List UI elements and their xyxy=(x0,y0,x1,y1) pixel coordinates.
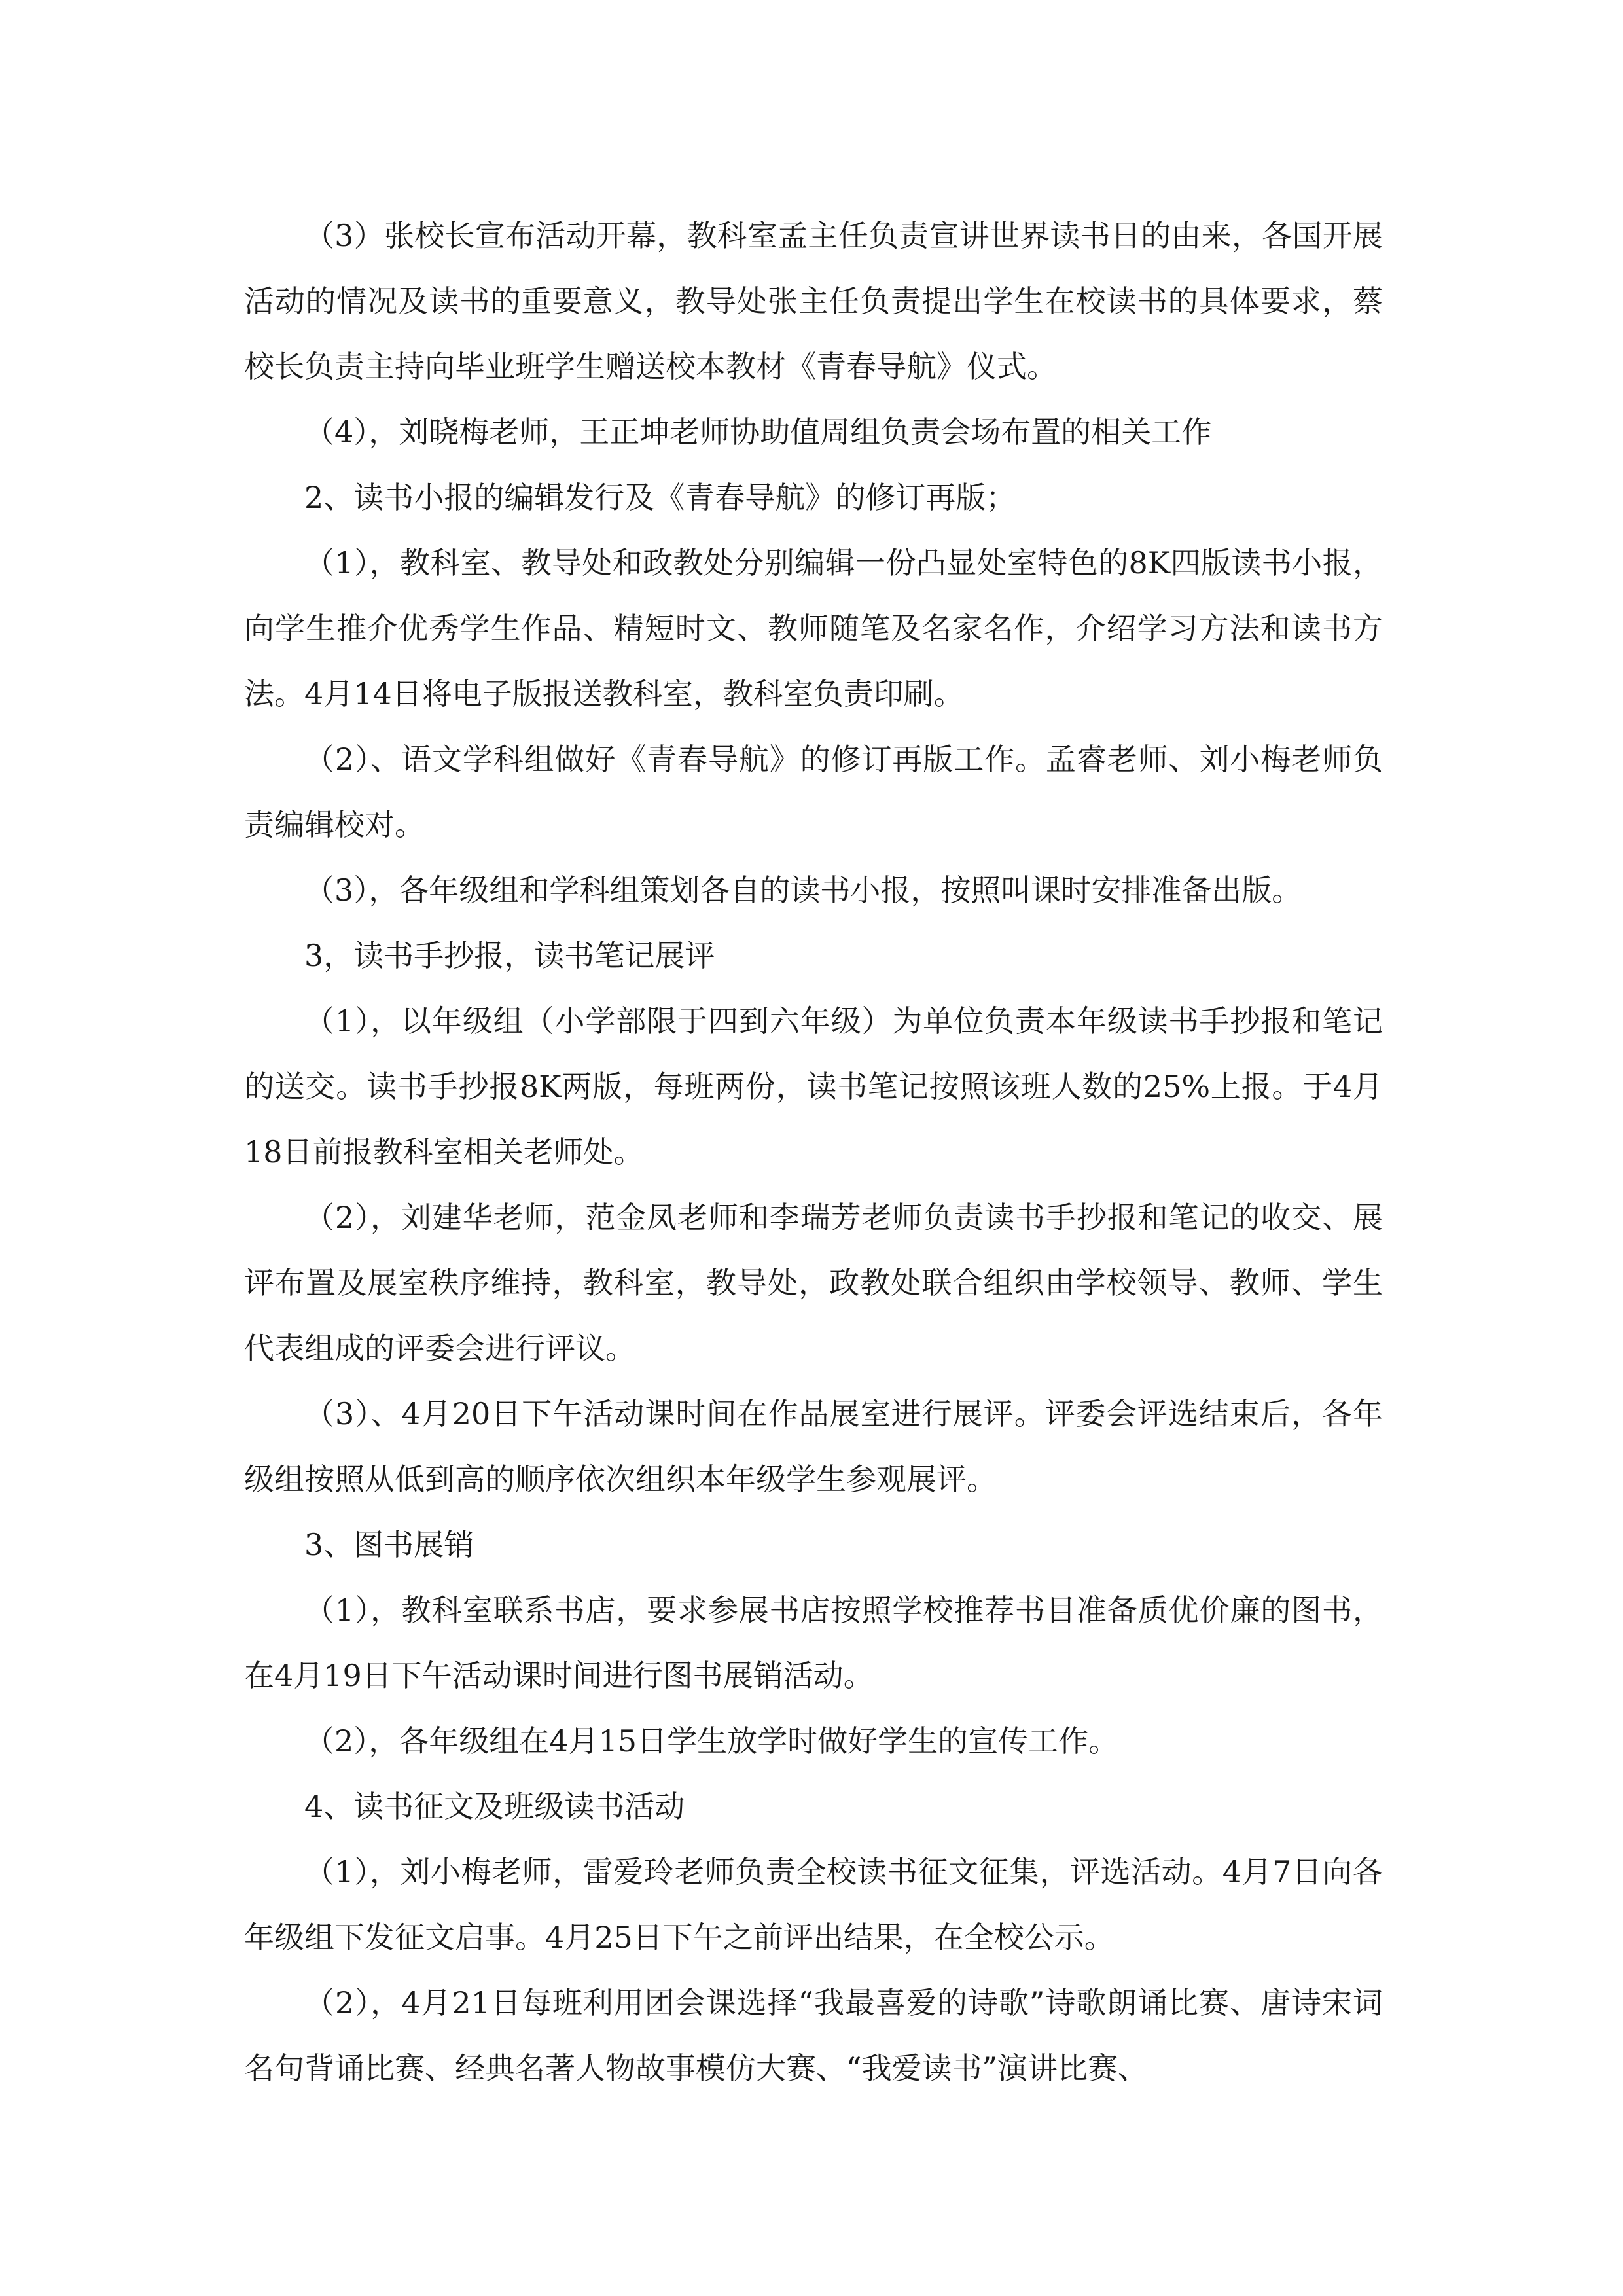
paragraph-essay-2: （2），4月21日每班利用团会课选择“我最喜爱的诗歌”诗歌朗诵比赛、唐诗宋词名句背诵比赛、经典名著人物故事模仿大赛、“我爱读书”演讲比赛、 xyxy=(244,1985,1383,2086)
section-heading-essay-contest: 4、读书征文及班级读书活动 xyxy=(304,1789,685,1824)
paragraph-newspaper-3: （3），各年级组和学科组策划各自的读书小报，按照叫课时安排准备出版。 xyxy=(304,872,1302,908)
section-heading-book-fair: 3、图书展销 xyxy=(304,1527,474,1562)
section-heading-reading-newspaper: 2、读书小报的编辑发行及《青春导航》的修订再版； xyxy=(304,480,1016,515)
paragraph-book-fair-2: （2），各年级组在4月15日学生放学时做好学生的宣传工作。 xyxy=(304,1723,1119,1759)
section-heading-handwritten-newspaper: 3，读书手抄报，读书笔记展评 xyxy=(304,938,715,973)
document-body xyxy=(244,203,1383,2101)
paragraph-handwritten-1: （1），以年级组（小学部限于四到六年级）为单位负责本年级读书手抄报和笔记的送交。读书手抄报8K两版，每班两份，读书笔记按照该班人数的25%上报。于4月18日前报教科室相关老师处。 xyxy=(244,1003,1383,1170)
paragraph-handwritten-3: （3）、4月20日下午活动课时间在作品展室进行展评。评委会评选结束后，各年级组按照从低到高的顺序依次组织本年级学生参观展评。 xyxy=(244,1396,1383,1497)
paragraph-venue-layout-4: （4），刘晓梅老师，王正坤老师协助值周组负责会场布置的相关工作 xyxy=(304,414,1212,450)
paragraph-opening-ceremony-3: （3）张校长宣布活动开幕，教科室孟主任负责宣讲世界读书日的由来，各国开展活动的情况及读书的重要意义，教导处张主任负责提出学生在校读书的具体要求，蔡校长负责主持向毕业班学生赠送校本教材《青春导航》仪式。 xyxy=(244,218,1383,384)
paragraph-handwritten-2: （2），刘建华老师，范金凤老师和李瑞芳老师负责读书手抄报和笔记的收交、展评布置及展室秩序维持，教科室，教导处，政教处联合组织由学校领导、教师、学生代表组成的评委会进行评议。 xyxy=(244,1200,1383,1366)
paragraph-essay-1: （1），刘小梅老师，雷爱玲老师负责全校读书征文征集，评选活动。4月7日向各年级组下发征文启事。4月25日下午之前评出结果，在全校公示。 xyxy=(244,1854,1383,1955)
paragraph-newspaper-1: （1），教科室、教导处和政教处分别编辑一份凸显处室特色的8K四版读书小报，向学生推介优秀学生作品、精短时文、教师随笔及名家名作，介绍学习方法和读书方法。4月14日将电子版报送教科室，教科室负责印刷。 xyxy=(244,545,1383,711)
paragraph-book-fair-1: （1），教科室联系书店，要求参展书店按照学校推荐书目准备质优价廉的图书，在4月19日下午活动课时间进行图书展销活动。 xyxy=(244,1592,1383,1693)
paragraph-newspaper-2: （2）、语文学科组做好《青春导航》的修订再版工作。孟睿老师、刘小梅老师负责编辑校对。 xyxy=(244,742,1383,842)
